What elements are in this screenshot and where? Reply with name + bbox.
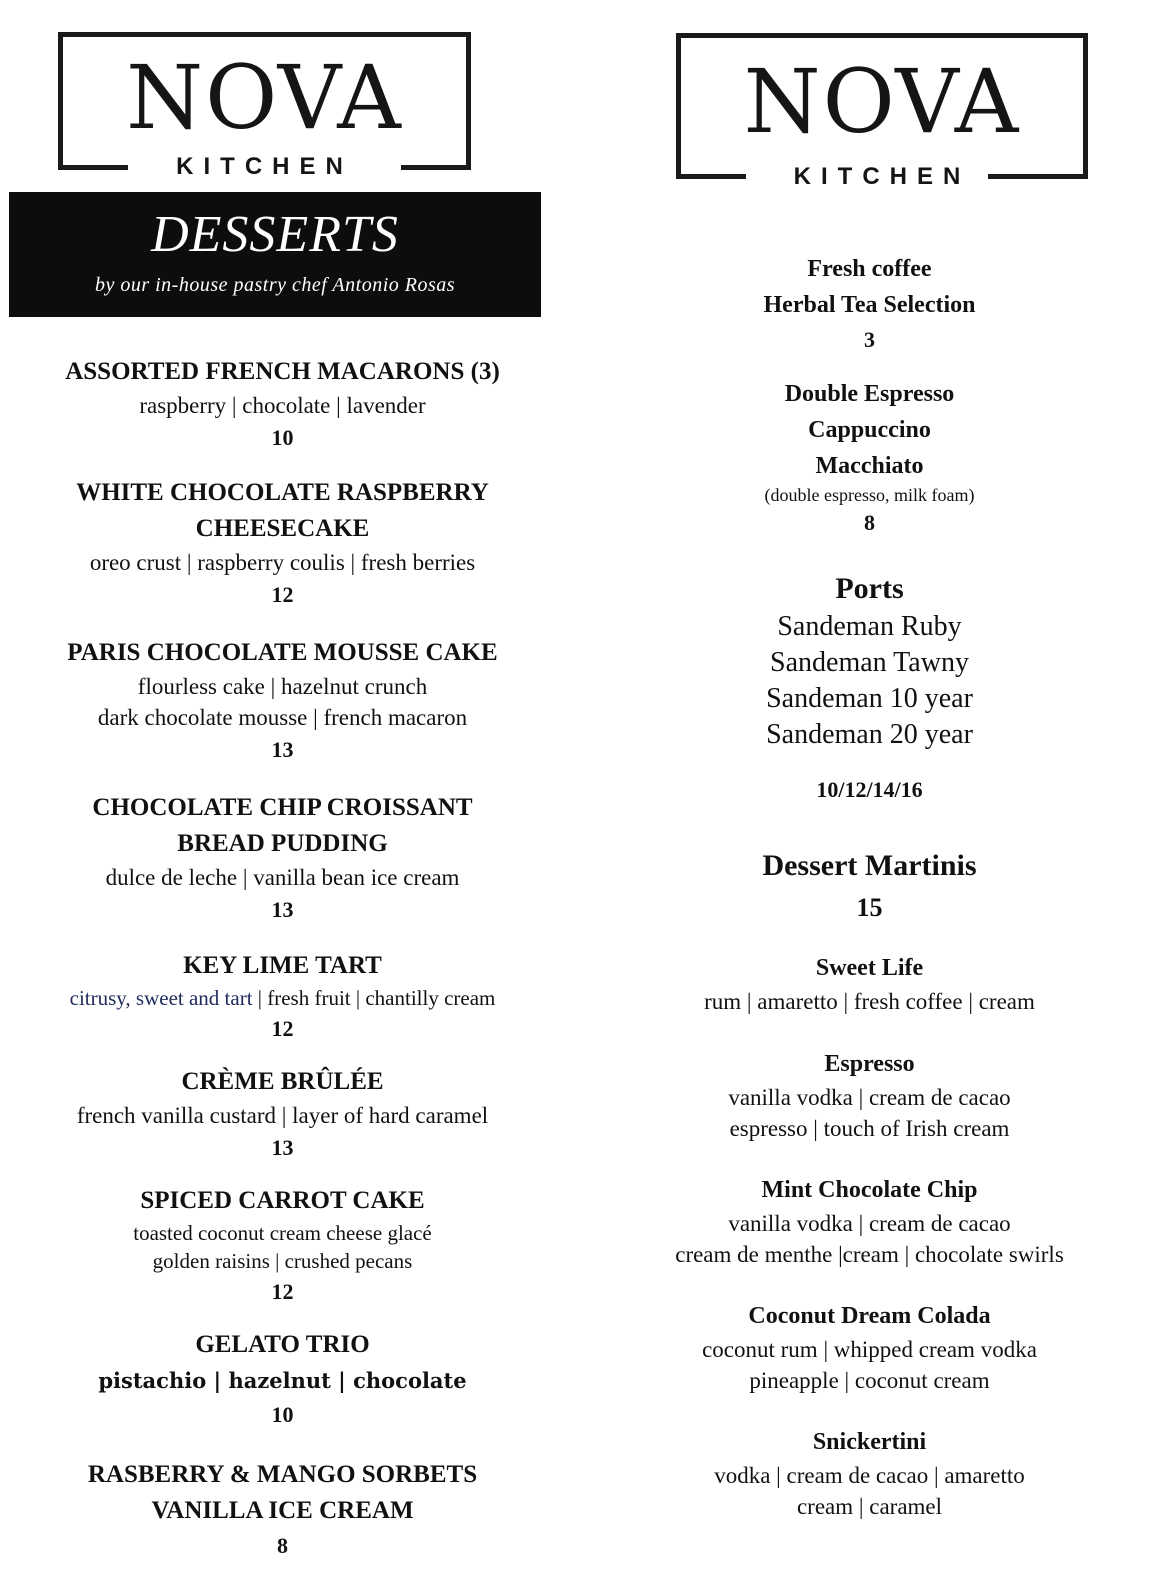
item-price: 12 [271, 1016, 294, 1041]
logo-kitchen-text: KITCHEN [176, 153, 353, 180]
martini-description: vanilla vodka | cream de cacao [728, 1211, 1011, 1236]
item-price: 13 [271, 1135, 294, 1160]
martini-name: Espresso [824, 1051, 915, 1077]
martinis-title: Dessert Martinis [762, 849, 977, 882]
martini-name: Coconut Dream Colada [748, 1303, 991, 1329]
item-description: raspberry | chocolate | lavender [139, 393, 426, 418]
martini-description: rum | amaretto | fresh coffee | cream [704, 989, 1035, 1014]
item-description-rest: | fresh fruit | chantilly cream [252, 986, 496, 1010]
espresso-line: Double Espresso [784, 381, 955, 407]
ports-price: 10/12/14/16 [816, 777, 923, 802]
macchiato-note: (double espresso, milk foam) [764, 485, 975, 505]
macchiato-line: Macchiato [815, 453, 924, 479]
martinis-header [590, 846, 1149, 930]
item-price: 13 [271, 737, 294, 762]
item-name-line2: BREAD PUDDING [177, 830, 388, 857]
nova-kitchen-logo-left [58, 32, 471, 180]
martini-description: coconut rum | whipped cream vodka [702, 1337, 1037, 1362]
item-price: 10 [271, 425, 294, 450]
martini-description-line2: espresso | touch of Irish cream [729, 1116, 1010, 1141]
martini-description-line2: pineapple | coconut cream [749, 1368, 990, 1393]
ports-title: Ports [835, 572, 904, 605]
ports-section [590, 569, 1149, 806]
menu-item [0, 1064, 565, 1164]
menu-item [0, 948, 565, 1045]
pastry-chef-subtitle: by our in-house pastry chef Antonio Rosas [94, 274, 456, 296]
item-price: 10 [271, 1402, 294, 1427]
desserts-banner [9, 192, 541, 317]
martini-item [590, 1424, 1149, 1522]
martini-description-line2: cream de menthe |cream | chocolate swirls [675, 1242, 1064, 1267]
port-item: Sandeman 20 year [766, 719, 973, 750]
item-description-line2: golden raisins | crushed pecans [152, 1249, 413, 1273]
item-description: toasted coconut cream cheese glacé [133, 1221, 432, 1245]
logo-nova-text: NOVA [126, 46, 403, 149]
martini-item [590, 1046, 1149, 1144]
item-price: 8 [277, 1533, 288, 1558]
menu-item [0, 354, 565, 454]
item-price: 12 [271, 582, 294, 607]
coffee-tea-section [590, 251, 1149, 356]
item-name: KEY LIME TART [183, 952, 382, 979]
item-name: CRÈME BRÛLÉE [181, 1068, 384, 1095]
nova-kitchen-logo-right [676, 33, 1088, 190]
item-name: WHITE CHOCOLATE RASPBERRY [76, 479, 489, 506]
port-item: Sandeman Tawny [770, 647, 969, 678]
item-name: RASBERRY & MANGO SORBETS [87, 1461, 478, 1488]
item-name: SPICED CARROT CAKE [140, 1187, 425, 1214]
item-name: ASSORTED FRENCH MACARONS (3) [65, 358, 500, 385]
item-description: dulce de leche | vanilla bean ice cream [105, 865, 460, 890]
martini-description-line2: cream | caramel [796, 1494, 943, 1519]
item-name: PARIS CHOCOLATE MOUSSE CAKE [67, 639, 498, 666]
item-description: oreo crust | raspberry coulis | fresh berries [89, 550, 476, 575]
martini-name: Mint Chocolate Chip [761, 1177, 978, 1203]
item-description-highlight: citrusy, sweet and tart [69, 986, 253, 1010]
coffee-line: Fresh coffee [807, 256, 932, 282]
menu-item [0, 1183, 565, 1308]
coffee-price: 3 [864, 327, 875, 352]
martini-name: Snickertini [812, 1429, 927, 1455]
menu-item [0, 1457, 565, 1562]
martini-description: vanilla vodka | cream de cacao [728, 1085, 1011, 1110]
item-name: CHOCOLATE CHIP CROISSANT [92, 794, 473, 821]
menu-item [0, 790, 565, 926]
menu-item [0, 635, 565, 766]
item-description: french vanilla custard | layer of hard caramel [76, 1103, 489, 1128]
port-item: Sandeman Ruby [777, 611, 962, 642]
martini-item [590, 1172, 1149, 1270]
item-description [0, 984, 565, 1012]
menu-item [0, 1327, 565, 1431]
item-name-line2: VANILLA ICE CREAM [151, 1497, 414, 1524]
item-name: GELATO TRIO [195, 1331, 370, 1358]
espresso-price: 8 [864, 510, 875, 535]
item-description-line2: dark chocolate mousse | french macaron [97, 705, 468, 730]
martini-name: Sweet Life [815, 955, 924, 981]
menu-item [0, 475, 565, 611]
martini-item [590, 950, 1149, 1017]
cappuccino-line: Cappuccino [808, 417, 931, 443]
logo-nova-text: NOVA [743, 50, 1021, 153]
desserts-title: DESSERTS [151, 206, 399, 263]
martini-item [590, 1298, 1149, 1396]
item-description: pistachio | hazelnut | chocolate [98, 1368, 467, 1393]
logo-kitchen-text: KITCHEN [793, 163, 971, 190]
port-item: Sandeman 10 year [766, 683, 973, 714]
espresso-section [590, 376, 1149, 539]
item-price: 12 [271, 1279, 294, 1304]
martini-description: vodka | cream de cacao | amaretto [714, 1463, 1025, 1488]
item-price: 13 [271, 897, 294, 922]
item-description: flourless cake | hazelnut crunch [137, 674, 428, 699]
tea-line: Herbal Tea Selection [763, 292, 976, 318]
item-name-line2: CHEESECAKE [195, 515, 370, 542]
martinis-price: 15 [856, 893, 883, 922]
